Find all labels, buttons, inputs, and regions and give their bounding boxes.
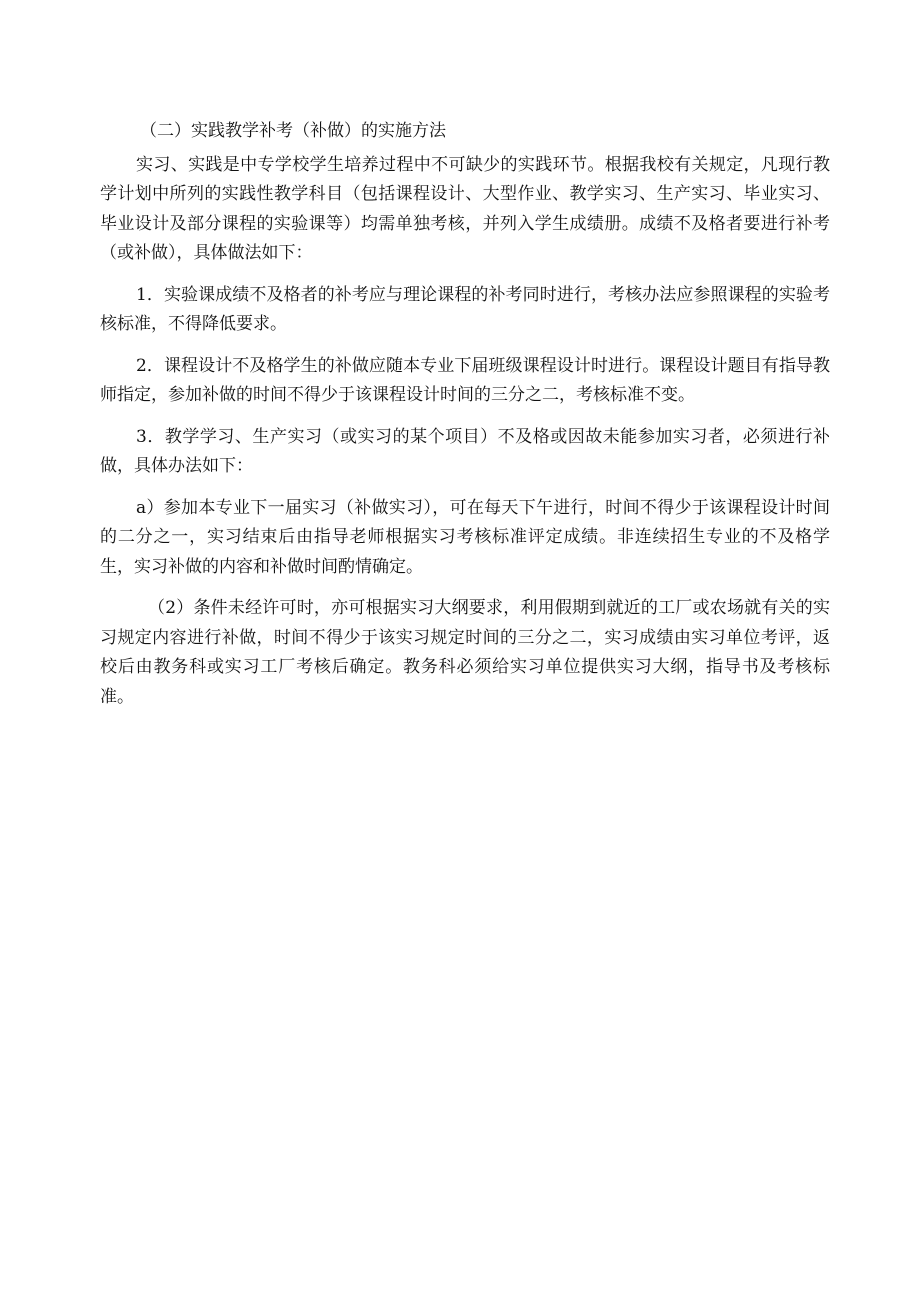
paragraph-subitem-2: （2）条件未经许可时，亦可根据实习大纲要求，利用假期到就近的工厂或农场就有关的实习规定内容进行补做，时间不得少于该实习规定时间的三分之二，实习成绩由实习单位考评，返校后由教务科或实习工厂考核后确定。教务科必须给实习单位提供实习大纲，指导书及考核标准。 xyxy=(100,598,830,707)
paragraph-intro: 实习、实践是中专学校学生培养过程中不可缺少的实践环节。根据我校有关规定，凡现行教学计划中所列的实践性教学科目（包括课程设计、大型作业、教学实习、生产实习、毕业实习、毕业设计及部分课程的实验课等）均需单独考核，并列入学生成绩册。成绩不及格者要进行补考（或补做），具体做法如下： xyxy=(100,154,830,263)
paragraph-item-1: 1．实验课成绩不及格者的补考应与理论课程的补考同时进行，考核办法应参照课程的实验考核标准，不得降低要求。 xyxy=(100,284,830,334)
section-heading: （二）实践教学补考（补做）的实施方法 xyxy=(140,121,446,141)
paragraph-item-3: 3．教学学习、生产实习（或实习的某个项目）不及格或因故未能参加实习者，必须进行补做，具体办法如下： xyxy=(100,426,830,476)
paragraph-subitem-a: a）参加本专业下一届实习（补做实习），可在每天下午进行，时间不得少于该课程设计时间的二分之一，实习结束后由指导老师根据实习考核标准评定成绩。非连续招生专业的不及格学生，实习补做的内容和补做时间酌情确定。 xyxy=(100,497,830,577)
paragraph-item-2: 2．课程设计不及格学生的补做应随本专业下届班级课程设计时进行。课程设计题目有指导教师指定，参加补做的时间不得少于该课程设计时间的三分之二，考核标准不变。 xyxy=(100,355,830,405)
document-body xyxy=(100,117,830,724)
